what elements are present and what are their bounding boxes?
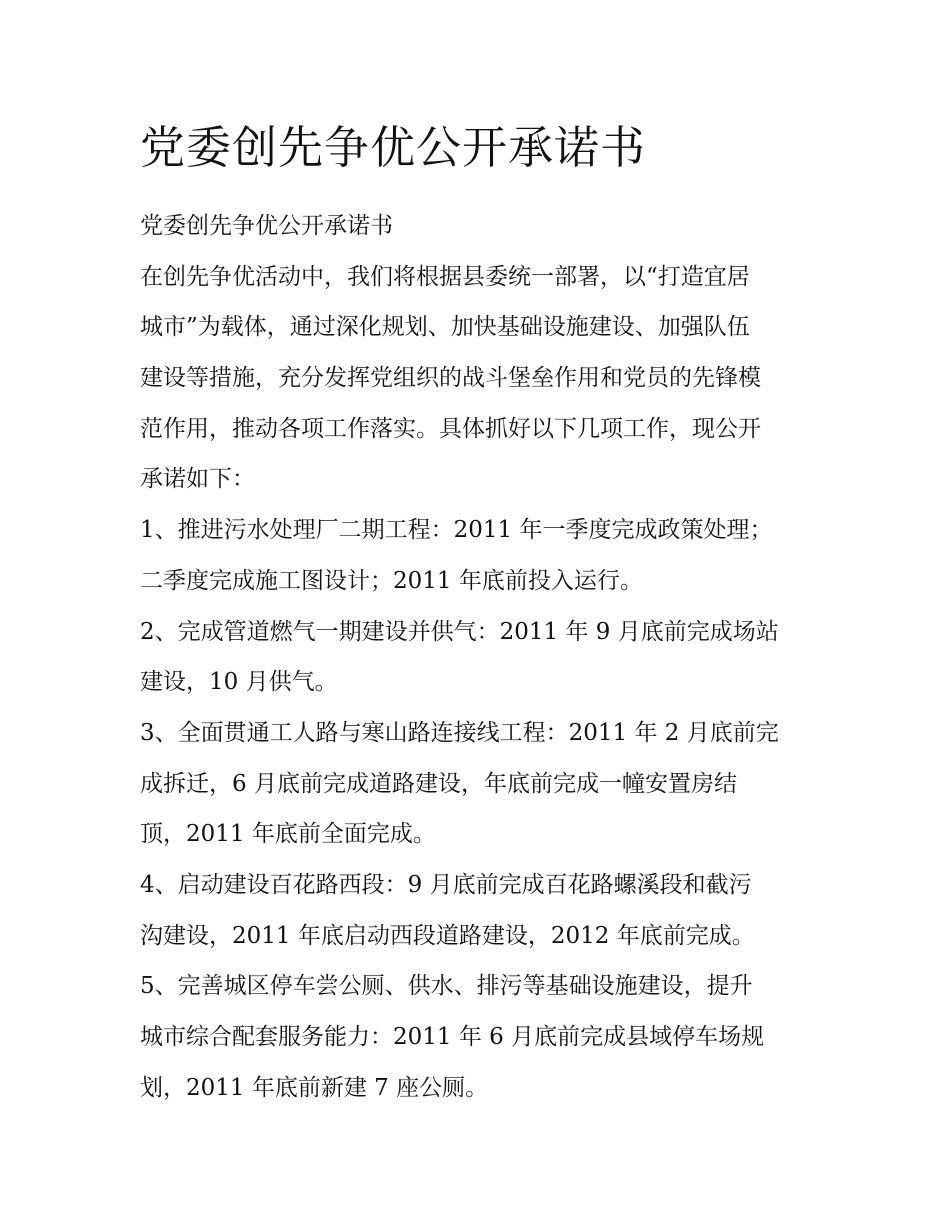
commitment-item-1-line: 二季度完成施工图设计；2011 年底前投入运行。 xyxy=(140,567,643,594)
paragraph-line: 建设等措施，充分发挥党组织的战斗堡垒作用和党员的先锋模 xyxy=(140,365,761,392)
paragraph-line: 在创先争优活动中，我们将根据县委统一部署，以“打造宜居 xyxy=(140,263,750,290)
document-body xyxy=(140,201,820,1113)
commitment-item-4-line: 沟建设，2011 年底启动西段道路建设，2012 年底前完成。 xyxy=(140,922,755,949)
subtitle-line: 党委创先争优公开承诺书 xyxy=(140,213,393,239)
commitment-item-4-line: 4、启动建设百花路西段：9 月底前完成百花路螺溪段和截污 xyxy=(140,871,752,898)
commitment-item-3-line: 3、全面贯通工人路与寒山路连接线工程：2011 年 2 月底前完 xyxy=(140,719,779,746)
paragraph-line: 承诺如下： xyxy=(140,466,255,493)
commitment-item-3-line: 成拆迁，6 月底前完成道路建设，年底前完成一幢安置房结 xyxy=(140,770,737,797)
commitment-item-2-line: 2、完成管道燃气一期建设并供气：2011 年 9 月底前完成场站 xyxy=(140,618,779,645)
commitment-item-5-line: 划，2011 年底前新建 7 座公厕。 xyxy=(140,1074,489,1101)
commitment-item-3-line: 顶，2011 年底前全面完成。 xyxy=(140,821,436,848)
commitment-item-1-line: 1、推进污水处理厂二期工程：2011 年一季度完成政策处理； xyxy=(140,517,773,544)
document-title: 党委创先争优公开承诺书 xyxy=(140,121,647,174)
paragraph-line: 范作用，推动各项工作落实。具体抓好以下几项工作，现公开 xyxy=(140,415,761,442)
commitment-item-5-line: 城市综合配套服务能力：2011 年 6 月底前完成县域停车场规 xyxy=(140,1024,765,1050)
commitment-item-2-line: 建设，10 月供气。 xyxy=(140,669,338,696)
paragraph-line: 城市”为载体，通过深化规划、加快基础设施建设、加强队伍 xyxy=(140,314,750,341)
commitment-item-5-line: 5、完善城区停车尝公厕、供水、排污等基础设施建设，提升 xyxy=(140,973,753,1000)
